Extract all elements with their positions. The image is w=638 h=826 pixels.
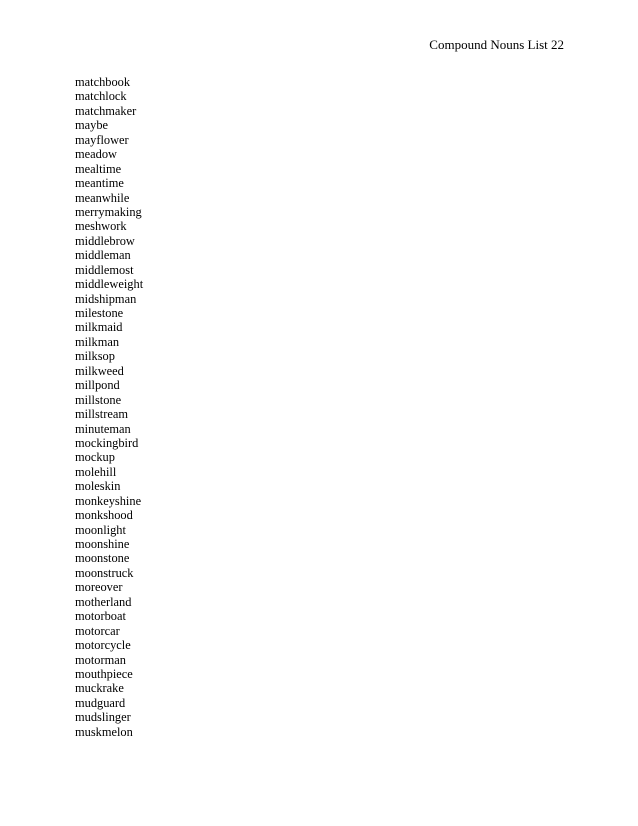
list-item: moleskin [75,479,121,494]
list-item: matchlock [75,89,127,104]
list-item: mudslinger [75,710,131,725]
list-item: millstone [75,392,122,407]
list-item: middlebrow [75,233,135,248]
list-item: motorcar [75,623,120,638]
list-item: middlemost [75,262,134,277]
list-item: motorboat [75,609,126,624]
word-list [75,75,143,739]
list-item: meanwhile [75,190,130,205]
list-item: milkman [75,334,120,349]
list-item: motherland [75,594,132,609]
list-item: mockingbird [75,435,139,450]
list-item: milkmaid [75,320,123,335]
list-item: mealtime [75,161,122,176]
page-title: Compound Nouns List 22 [429,37,564,52]
list-item: moonstruck [75,565,134,580]
list-item: matchmaker [75,103,137,118]
list-item: muskmelon [75,724,133,739]
list-item: motorcycle [75,638,131,653]
list-item: moonstone [75,551,130,566]
list-item: meadow [75,147,117,162]
list-item: milkweed [75,363,124,378]
list-item: matchbook [75,75,131,89]
list-item: mudguard [75,695,126,710]
list-item: meantime [75,176,124,191]
list-item: moonlight [75,522,126,537]
list-item: milestone [75,306,124,320]
list-item: monkshood [75,508,133,523]
list-item: motorman [75,652,126,667]
list-item: middleman [75,248,131,263]
list-item: mayflower [75,132,129,147]
list-item: maybe [75,118,109,133]
list-item: monkeyshine [75,493,142,508]
list-item: mockup [75,450,115,465]
list-item: minuteman [75,421,131,436]
list-item: merrymaking [75,204,142,219]
list-item: molehill [75,464,117,479]
list-item: moonshine [75,537,130,551]
list-item: midshipman [75,291,137,306]
list-item: middleweight [75,277,144,292]
list-item: mouthpiece [75,666,133,681]
list-item: millpond [75,378,120,393]
list-item: milksop [75,349,115,364]
list-item: millstream [75,407,128,422]
list-item: moreover [75,580,123,595]
list-item: meshwork [75,219,127,234]
list-item: muckrake [75,681,124,696]
